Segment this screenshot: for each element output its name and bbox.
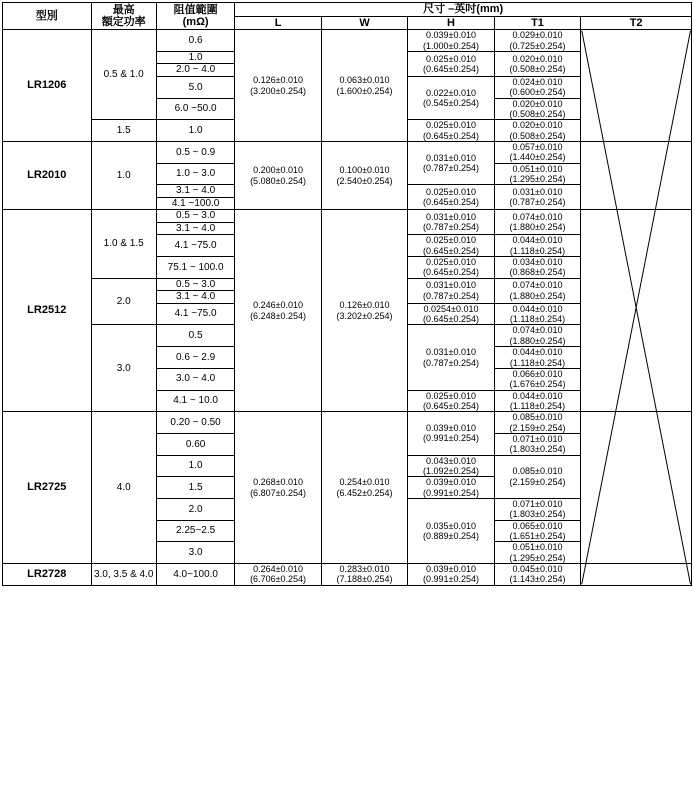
t1-dimension-cell: 0.071±0.010 (1.803±0.254) <box>494 433 580 455</box>
h-dimension-cell: 0.025±0.010 (0.645±0.254) <box>408 390 494 412</box>
model-cell: LR1206 <box>3 30 92 142</box>
w-dimension-cell: 0.283±0.010 (7.188±0.254) <box>321 564 407 586</box>
t1-dimension-cell: 0.045±0.010 (1.143±0.254) <box>494 564 580 586</box>
h-dimension-cell: 0.039±0.010 (1.000±0.254) <box>408 30 494 52</box>
h-dimension-cell: 0.035±0.010 (0.889±0.254) <box>408 498 494 563</box>
h-dimension-cell: 0.031±0.010 (0.787±0.254) <box>408 278 494 303</box>
w-dimension-cell: 0.126±0.010 (3.202±0.254) <box>321 210 407 412</box>
h-dimension-cell: 0.025±0.010 (0.645±0.254) <box>408 235 494 257</box>
header-resistance-line2: (mΩ) <box>182 16 209 29</box>
h-dimension-cell: 0.022±0.010 (0.545±0.254) <box>408 76 494 119</box>
resistance-cell: 4.0~100.0 <box>156 564 234 586</box>
power-cell: 3.0, 3.5 & 4.0 <box>91 564 156 586</box>
t1-dimension-cell: 0.044±0.010 (1.118±0.254) <box>494 390 580 412</box>
h-dimension-cell: 0.025±0.010 (0.645±0.254) <box>408 51 494 76</box>
header-power-line2: 額定功率 <box>101 16 146 29</box>
t1-dimension-cell: 0.066±0.010 (1.676±0.254) <box>494 368 580 390</box>
power-cell: 3.0 <box>91 325 156 412</box>
h-dimension-cell: 0.025±0.010 (0.645±0.254) <box>408 257 494 279</box>
header-power <box>91 3 156 30</box>
table-row <box>3 564 692 586</box>
h-dimension-cell: 0.043±0.010 (1.092±0.254) <box>408 455 494 477</box>
resistance-cell: 3.0 ~ 4.0 <box>156 368 234 390</box>
table-body <box>3 30 692 585</box>
model-cell: LR2512 <box>3 210 92 412</box>
resistance-cell: 4.1 ~75.0 <box>156 235 234 257</box>
table-row <box>3 412 692 434</box>
w-dimension-cell: 0.100±0.010 (2.540±0.254) <box>321 142 407 210</box>
resistance-cell: 1.0 ~ 3.0 <box>156 163 234 185</box>
t1-dimension-cell: 0.024±0.010 (0.600±0.254) <box>494 76 580 98</box>
t1-dimension-cell: 0.029±0.010 (0.725±0.254) <box>494 30 580 52</box>
resistance-cell: 1.0 <box>156 455 234 477</box>
power-cell: 4.0 <box>91 412 156 564</box>
resistance-cell: 0.5 <box>156 325 234 347</box>
resistance-cell: 4.1 ~100.0 <box>156 197 234 210</box>
resistance-cell: 3.1 ~ 4.0 <box>156 291 234 304</box>
h-dimension-cell: 0.031±0.010 (0.787±0.254) <box>408 210 494 235</box>
resistance-cell: 6.0 ~50.0 <box>156 98 234 120</box>
resistance-cell: 0.5 ~ 3.0 <box>156 278 234 291</box>
table-row <box>3 210 692 223</box>
spec-sheet <box>0 2 694 809</box>
t1-dimension-cell: 0.044±0.010 (1.118±0.254) <box>494 303 580 325</box>
resistance-cell: 1.0 <box>156 120 234 142</box>
model-cell: LR2728 <box>3 564 92 586</box>
model-cell: LR2725 <box>3 412 92 564</box>
resistance-cell: 4.1 ~ 10.0 <box>156 390 234 412</box>
l-dimension-cell: 0.200±0.010 (5.080±0.254) <box>235 142 321 210</box>
t1-dimension-cell: 0.020±0.010 (0.508±0.254) <box>494 98 580 120</box>
header-dimensions: 尺寸 –英吋(mm) <box>235 3 692 17</box>
t1-dimension-cell: 0.085±0.010 (2.159±0.254) <box>494 412 580 434</box>
resistance-cell: 0.20 ~ 0.50 <box>156 412 234 434</box>
header-L: L <box>235 16 321 30</box>
resistance-cell: 0.5 ~ 3.0 <box>156 210 234 223</box>
t2-dimension-cell <box>581 142 692 210</box>
h-dimension-cell: 0.031±0.010 (0.787±0.254) <box>408 142 494 185</box>
w-dimension-cell: 0.063±0.010 (1.600±0.254) <box>321 30 407 142</box>
l-dimension-cell: 0.126±0.010 (3.200±0.254) <box>235 30 321 142</box>
dimensions-table <box>2 2 692 586</box>
l-dimension-cell: 0.268±0.010 (6.807±0.254) <box>235 412 321 564</box>
h-dimension-cell: 0.031±0.010 (0.787±0.254) <box>408 325 494 390</box>
resistance-cell: 3.1 ~ 4.0 <box>156 222 234 235</box>
resistance-cell: 0.6 <box>156 30 234 52</box>
t1-dimension-cell: 0.044±0.010 (1.118±0.254) <box>494 235 580 257</box>
power-cell: 1.0 & 1.5 <box>91 210 156 278</box>
resistance-cell: 0.5 ~ 0.9 <box>156 142 234 164</box>
header-power-line1: 最高 <box>112 3 135 16</box>
t1-dimension-cell: 0.074±0.010 (1.880±0.254) <box>494 210 580 235</box>
t2-dimension-cell <box>581 564 692 586</box>
h-dimension-cell: 0.039±0.010 (0.991±0.254) <box>408 477 494 499</box>
t1-dimension-cell: 0.074±0.010 (1.880±0.254) <box>494 278 580 303</box>
t1-dimension-cell: 0.071±0.010 (1.803±0.254) <box>494 498 580 520</box>
t1-dimension-cell: 0.031±0.010 (0.787±0.254) <box>494 185 580 210</box>
header-resistance <box>156 3 234 30</box>
header-W: W <box>321 16 407 30</box>
t1-dimension-cell: 0.051±0.010 (1.295±0.254) <box>494 542 580 564</box>
t1-dimension-cell: 0.074±0.010 (1.880±0.254) <box>494 325 580 347</box>
t1-dimension-cell: 0.057±0.010 (1.440±0.254) <box>494 142 580 164</box>
resistance-cell: 0.6 ~ 2.9 <box>156 347 234 369</box>
table-header <box>3 3 692 30</box>
resistance-cell: 2.0 <box>156 498 234 520</box>
header-H: H <box>408 16 494 30</box>
l-dimension-cell: 0.246±0.010 (6.248±0.254) <box>235 210 321 412</box>
resistance-cell: 0.60 <box>156 433 234 455</box>
resistance-cell: 2.0 ~ 4.0 <box>156 64 234 77</box>
t1-dimension-cell: 0.034±0.010 (0.868±0.254) <box>494 257 580 279</box>
resistance-cell: 4.1 ~75.0 <box>156 303 234 325</box>
header-resistance-line1: 阻值範圍 <box>173 3 218 16</box>
header-T1: T1 <box>494 16 580 30</box>
resistance-cell: 3.0 <box>156 542 234 564</box>
resistance-cell: 75.1 ~ 100.0 <box>156 257 234 279</box>
w-dimension-cell: 0.254±0.010 (6.452±0.254) <box>321 412 407 564</box>
l-dimension-cell: 0.264±0.010 (6.706±0.254) <box>235 564 321 586</box>
h-dimension-cell: 0.0254±0.010 (0.645±0.254) <box>408 303 494 325</box>
t2-dimension-cell <box>581 30 692 142</box>
t2-dimension-cell <box>581 210 692 412</box>
t1-dimension-cell: 0.044±0.010 (1.118±0.254) <box>494 347 580 369</box>
resistance-cell: 3.1 ~ 4.0 <box>156 185 234 198</box>
power-cell: 2.0 <box>91 278 156 325</box>
h-dimension-cell: 0.039±0.010 (0.991±0.254) <box>408 412 494 455</box>
t1-dimension-cell: 0.020±0.010 (0.508±0.254) <box>494 51 580 76</box>
table-row <box>3 30 692 52</box>
header-T2: T2 <box>581 16 692 30</box>
t1-dimension-cell: 0.020±0.010 (0.508±0.254) <box>494 120 580 142</box>
h-dimension-cell: 0.039±0.010 (0.991±0.254) <box>408 564 494 586</box>
power-cell: 1.5 <box>91 120 156 142</box>
resistance-cell: 1.0 <box>156 51 234 64</box>
power-cell: 1.0 <box>91 142 156 210</box>
model-cell: LR2010 <box>3 142 92 210</box>
t1-dimension-cell: 0.085±0.010 (2.159±0.254) <box>494 455 580 498</box>
h-dimension-cell: 0.025±0.010 (0.645±0.254) <box>408 120 494 142</box>
header-row-1 <box>3 3 692 17</box>
header-model: 型別 <box>3 3 92 30</box>
t1-dimension-cell: 0.065±0.010 (1.651±0.254) <box>494 520 580 542</box>
resistance-cell: 2.25~2.5 <box>156 520 234 542</box>
power-cell: 0.5 & 1.0 <box>91 30 156 120</box>
t1-dimension-cell: 0.051±0.010 (1.295±0.254) <box>494 163 580 185</box>
t2-dimension-cell <box>581 412 692 564</box>
resistance-cell: 5.0 <box>156 76 234 98</box>
resistance-cell: 1.5 <box>156 477 234 499</box>
table-row <box>3 142 692 164</box>
h-dimension-cell: 0.025±0.010 (0.645±0.254) <box>408 185 494 210</box>
